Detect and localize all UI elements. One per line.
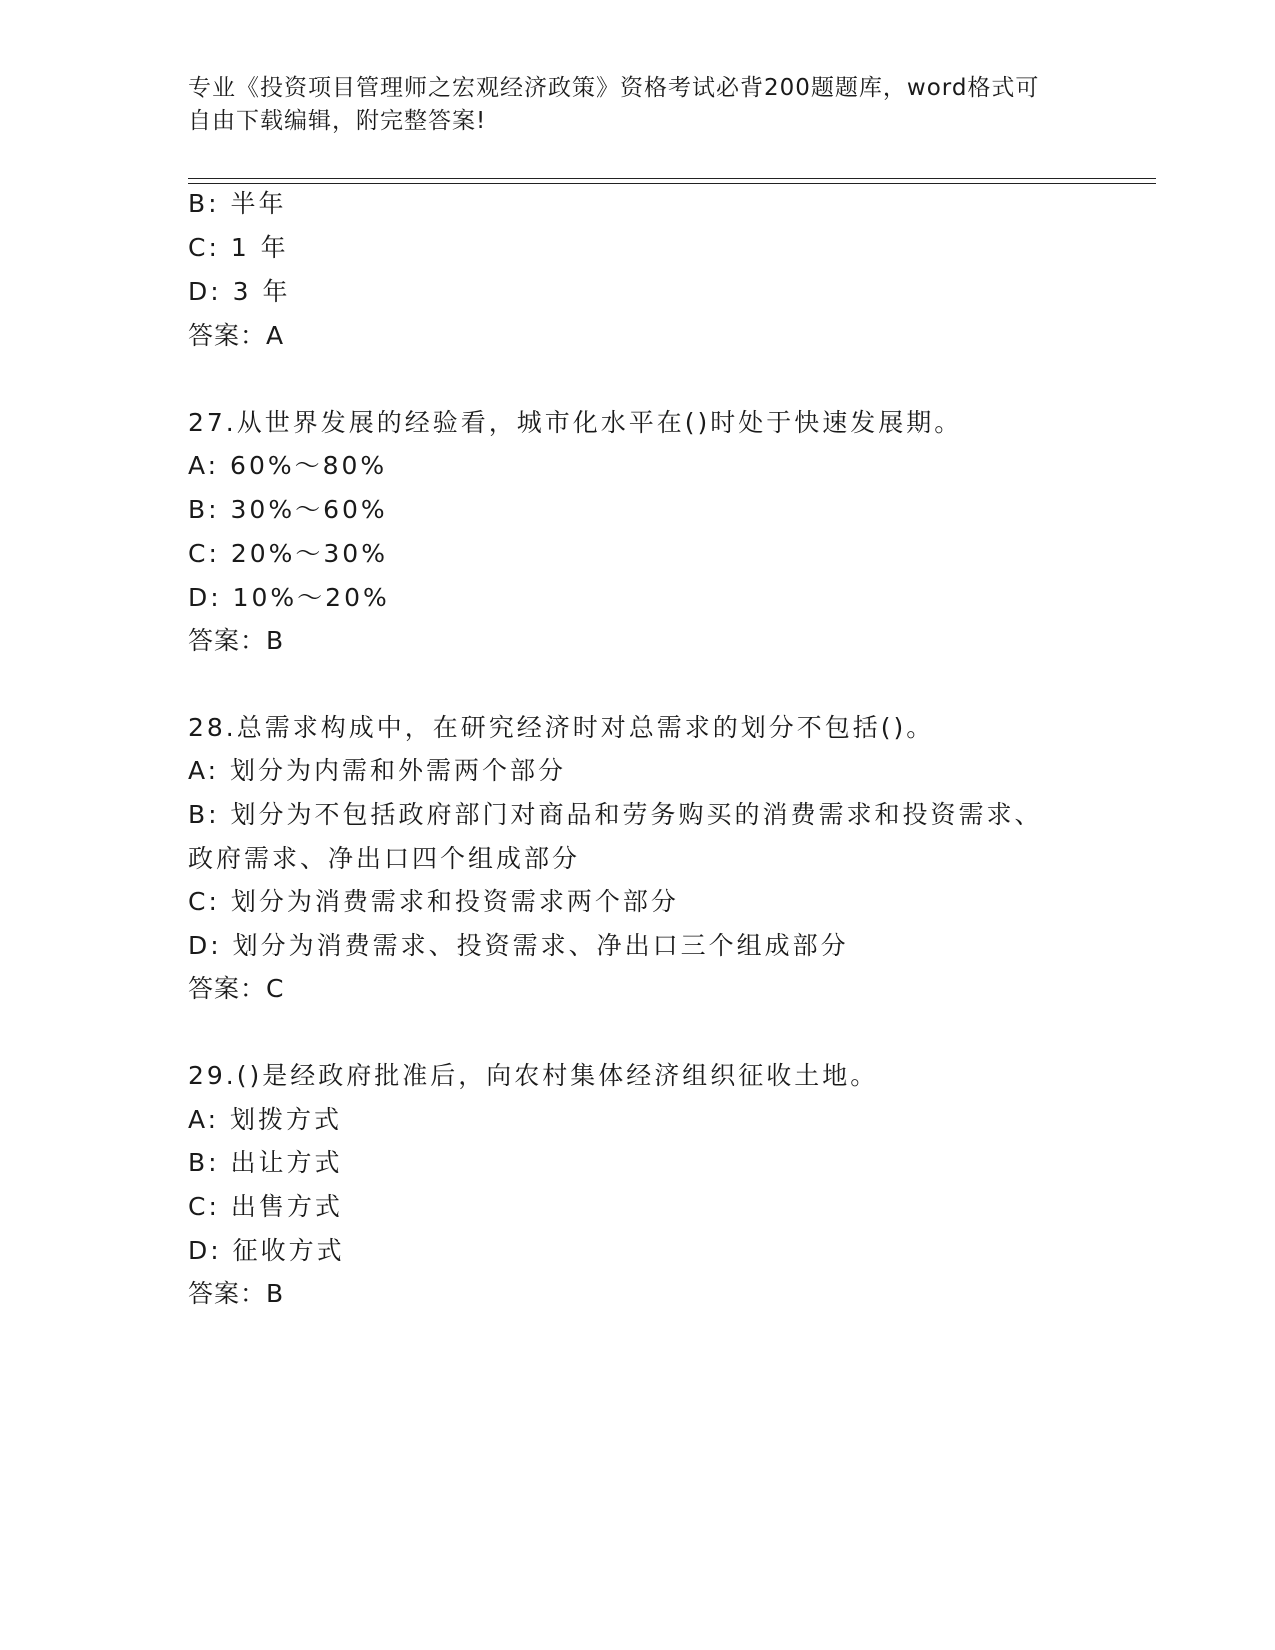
header-divider-bottom <box>188 183 1156 184</box>
q26-option-c: C: 1 年 <box>188 233 289 262</box>
q29-option-c: C: 出售方式 <box>188 1192 343 1221</box>
q29-option-d: D: 征收方式 <box>188 1236 345 1265</box>
q29-option-b: B: 出让方式 <box>188 1148 343 1177</box>
q29-option-a: A: 划拨方式 <box>188 1105 343 1134</box>
q27-option-c: C: 20%～30% <box>188 539 388 568</box>
document-header <box>188 72 1088 138</box>
q26-option-b: B: 半年 <box>188 189 287 218</box>
q27-option-a: A: 60%～80% <box>188 451 388 480</box>
q28-option-c: C: 划分为消费需求和投资需求两个部分 <box>188 887 679 916</box>
q28-answer: 答案：C <box>188 974 285 1003</box>
q26-answer: 答案：A <box>188 321 285 350</box>
q26-option-d: D: 3 年 <box>188 277 291 306</box>
q28-option-d: D: 划分为消费需求、投资需求、净出口三个组成部分 <box>188 931 849 960</box>
q27-question: 27.从世界发展的经验看，城市化水平在()时处于快速发展期。 <box>188 408 963 437</box>
header-divider-top <box>188 178 1156 179</box>
q27-option-d: D: 10%～20% <box>188 583 390 612</box>
header-title-line-1: 专业《投资项目管理师之宏观经济政策》资格考试必背200题题库，word格式可 <box>188 75 1040 101</box>
header-title-line-2: 自由下载编辑，附完整答案! <box>188 108 487 134</box>
q28-option-b-line-2: 政府需求、净出口四个组成部分 <box>188 844 581 873</box>
q28-question: 28.总需求构成中，在研究经济时对总需求的划分不包括()。 <box>188 713 935 742</box>
q29-question: 29.()是经政府批准后，向农村集体经济组织征收土地。 <box>188 1061 879 1090</box>
q28-option-b-line-1: B: 划分为不包括政府部门对商品和劳务购买的消费需求和投资需求、 <box>188 800 1043 829</box>
q27-answer: 答案：B <box>188 626 285 655</box>
q28-option-a: A: 划分为内需和外需两个部分 <box>188 756 567 785</box>
q27-option-b: B: 30%～60% <box>188 495 388 524</box>
q29-answer: 答案：B <box>188 1279 285 1308</box>
